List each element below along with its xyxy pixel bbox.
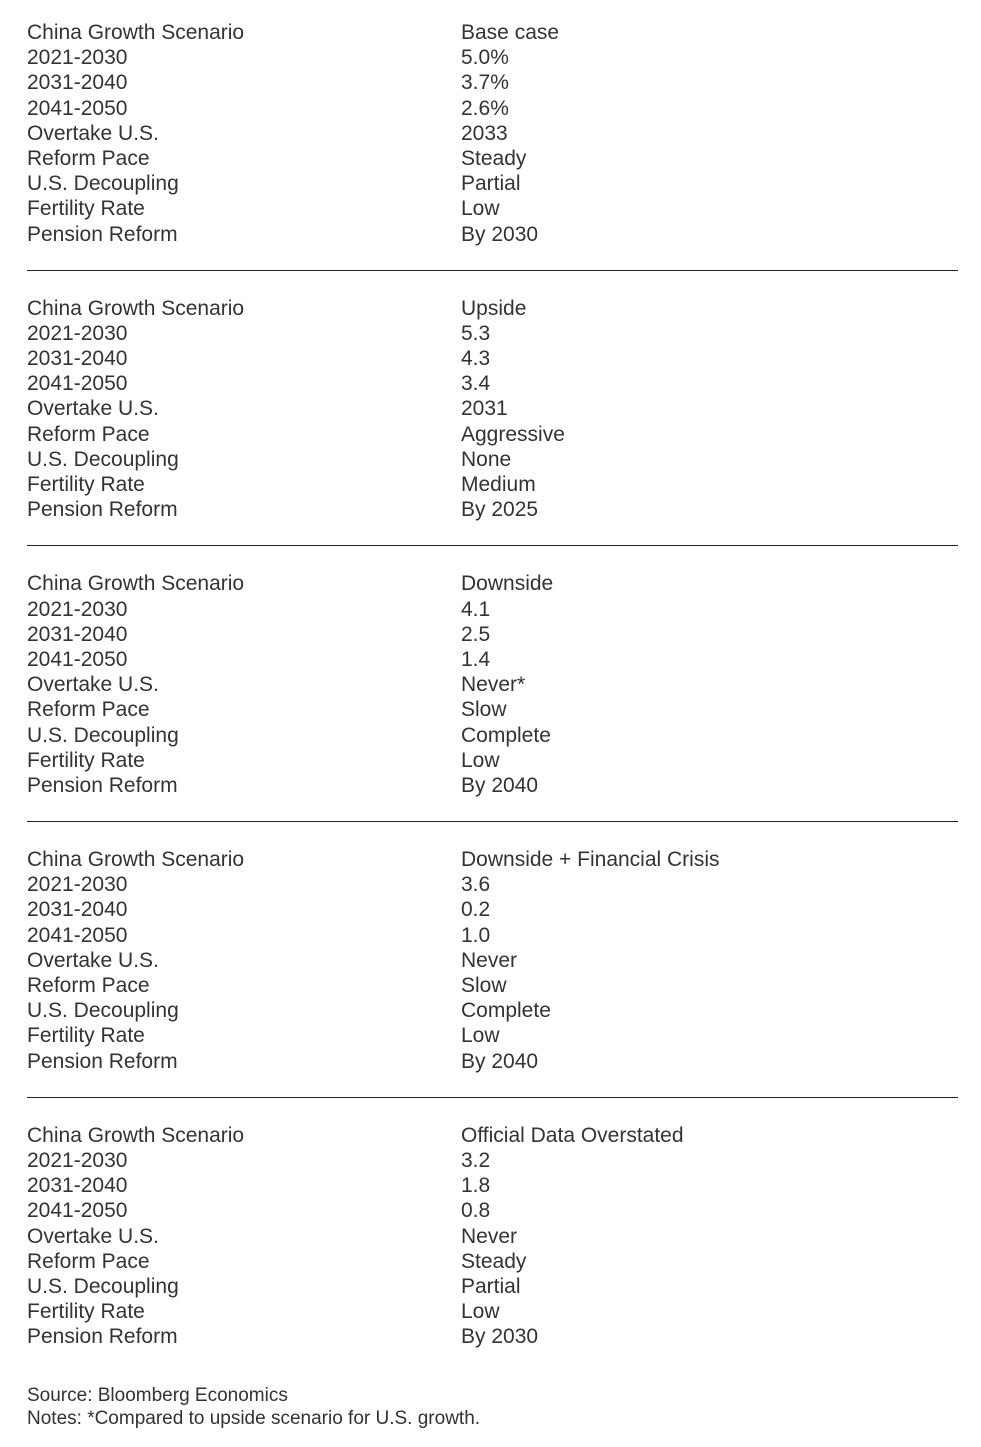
row-value: Downside <box>461 572 554 596</box>
scenario-header-row <box>27 20 958 45</box>
row-label: U.S. Decoupling <box>27 1274 179 1298</box>
scenario-row <box>27 597 958 622</box>
scenario-block <box>27 1098 958 1350</box>
footer <box>27 1384 958 1430</box>
scenario-header-row <box>27 571 958 596</box>
scenario-row <box>27 1198 958 1223</box>
scenario-header-row <box>27 847 958 872</box>
row-label: Reform Pace <box>27 146 150 170</box>
row-value: 3.7% <box>461 71 509 95</box>
scenario-row <box>27 346 958 371</box>
row-value: 3.4 <box>461 372 491 396</box>
row-label: Overtake U.S. <box>27 397 159 421</box>
row-value: 3.6 <box>461 873 491 897</box>
row-value: Low <box>461 1024 500 1048</box>
row-label: 2031-2040 <box>27 71 128 95</box>
row-label: 2041-2050 <box>27 647 128 671</box>
row-value: Never* <box>461 673 526 697</box>
scenario-row <box>27 121 958 146</box>
scenario-row <box>27 422 958 447</box>
scenario-row <box>27 146 958 171</box>
row-value: Partial <box>461 172 521 196</box>
row-value: 3.2 <box>461 1148 491 1172</box>
scenario-row <box>27 872 958 897</box>
scenario-row <box>27 948 958 973</box>
row-label: Pension Reform <box>27 1049 178 1073</box>
scenario-row <box>27 622 958 647</box>
scenario-row <box>27 647 958 672</box>
source-note: Source: Bloomberg Economics <box>27 1385 288 1406</box>
row-value: Medium <box>461 473 536 496</box>
scenario-row <box>27 196 958 221</box>
row-label: China Growth Scenario <box>27 21 245 44</box>
row-label: 2021-2030 <box>27 1148 128 1172</box>
scenario-row <box>27 1249 958 1274</box>
row-label: 2031-2040 <box>27 898 128 922</box>
scenario-row <box>27 497 958 522</box>
scenario-row <box>27 897 958 922</box>
scenario-row <box>27 472 958 497</box>
row-value: Upside <box>461 296 527 320</box>
row-label: Reform Pace <box>27 698 150 722</box>
scenario-header-row <box>27 296 958 321</box>
scenario-block <box>27 546 958 822</box>
scenario-row <box>27 697 958 722</box>
row-label: Fertility Rate <box>27 1024 145 1048</box>
row-value: 2.5 <box>461 622 491 646</box>
row-label: China Growth Scenario <box>27 1123 245 1147</box>
row-label: Fertility Rate <box>27 197 145 221</box>
scenario-row <box>27 321 958 346</box>
row-value: By 2025 <box>461 498 539 522</box>
row-value: Low <box>461 1300 500 1324</box>
scenario-row <box>27 371 958 396</box>
scenario-row <box>27 1299 958 1324</box>
row-value: 4.1 <box>461 597 491 621</box>
scenario-row <box>27 748 958 773</box>
row-value: 1.0 <box>461 923 491 947</box>
scenario-row <box>27 723 958 748</box>
row-value: 0.8 <box>461 1199 491 1223</box>
row-value: Complete <box>461 723 551 747</box>
scenario-row <box>27 447 958 472</box>
row-label: Overtake U.S. <box>27 673 159 697</box>
row-value: 2.6% <box>461 96 509 120</box>
row-value: Aggressive <box>461 422 565 446</box>
row-label: 2031-2040 <box>27 1174 128 1198</box>
scenario-row <box>27 96 958 121</box>
row-value: Complete <box>461 999 551 1023</box>
row-label: 2021-2030 <box>27 46 128 70</box>
row-label: 2041-2050 <box>27 372 128 396</box>
row-value: 4.3 <box>461 347 491 371</box>
row-label: U.S. Decoupling <box>27 447 179 471</box>
row-value: Downside + Financial Crisis <box>461 848 720 872</box>
scenario-document <box>27 20 958 1349</box>
row-label: Reform Pace <box>27 422 150 446</box>
row-label: Pension Reform <box>27 498 178 522</box>
row-label: 2041-2050 <box>27 96 128 120</box>
scenario-row <box>27 672 958 697</box>
row-label: Pension Reform <box>27 1325 178 1349</box>
row-value: By 2040 <box>461 773 539 797</box>
row-value: 5.3 <box>461 321 491 345</box>
scenario-block <box>27 822 958 1098</box>
row-label: Fertility Rate <box>27 748 145 772</box>
scenario-row <box>27 1148 958 1173</box>
scenario-row <box>27 45 958 70</box>
row-value: Official Data Overstated <box>461 1123 684 1147</box>
row-value: None <box>461 447 512 471</box>
row-value: 0.2 <box>461 898 491 922</box>
scenario-row <box>27 1023 958 1048</box>
row-label: China Growth Scenario <box>27 296 245 320</box>
scenario-row <box>27 1173 958 1198</box>
row-value: By 2040 <box>461 1049 539 1073</box>
row-label: 2021-2030 <box>27 597 128 621</box>
row-value: Base case <box>461 21 560 44</box>
row-label: 2021-2030 <box>27 321 128 345</box>
footnote: Notes: *Compared to upside scenario for U.S. growth. <box>27 1408 481 1429</box>
scenario-row <box>27 70 958 95</box>
row-label: U.S. Decoupling <box>27 172 179 196</box>
row-value: Steady <box>461 1249 527 1273</box>
scenario-row <box>27 1324 958 1349</box>
row-label: U.S. Decoupling <box>27 723 179 747</box>
row-label: Pension Reform <box>27 773 178 797</box>
scenario-header-row <box>27 1123 958 1148</box>
row-label: Fertility Rate <box>27 473 145 496</box>
row-value: 2031 <box>461 397 508 421</box>
row-label: China Growth Scenario <box>27 848 245 872</box>
row-label: 2031-2040 <box>27 622 128 646</box>
scenario-row <box>27 396 958 421</box>
row-label: 2031-2040 <box>27 347 128 371</box>
row-value: 5.0% <box>461 46 509 70</box>
scenario-row <box>27 222 958 247</box>
scenario-row <box>27 1224 958 1249</box>
row-value: Never <box>461 1224 518 1248</box>
scenario-row <box>27 923 958 948</box>
row-value: 1.4 <box>461 647 491 671</box>
scenario-row <box>27 171 958 196</box>
row-label: 2021-2030 <box>27 873 128 897</box>
row-label: China Growth Scenario <box>27 572 245 596</box>
row-value: Partial <box>461 1274 521 1298</box>
scenario-row <box>27 1274 958 1299</box>
row-value: By 2030 <box>461 222 539 246</box>
scenario-row <box>27 1049 958 1074</box>
row-value: Slow <box>461 698 507 722</box>
row-label: Pension Reform <box>27 222 178 246</box>
row-value: Steady <box>461 146 527 170</box>
row-value: Slow <box>461 974 507 997</box>
scenario-block <box>27 271 958 547</box>
row-label: Reform Pace <box>27 1249 150 1273</box>
row-label: Overtake U.S. <box>27 1224 159 1248</box>
row-label: Overtake U.S. <box>27 121 159 145</box>
row-label: Overtake U.S. <box>27 948 159 972</box>
row-value: By 2030 <box>461 1325 539 1349</box>
row-value: Low <box>461 197 500 221</box>
scenario-row <box>27 773 958 798</box>
scenario-row <box>27 973 958 998</box>
row-label: U.S. Decoupling <box>27 999 179 1023</box>
row-label: 2041-2050 <box>27 1199 128 1223</box>
row-value: Low <box>461 748 500 772</box>
row-value: 1.8 <box>461 1174 491 1198</box>
row-value: Never <box>461 948 518 972</box>
row-label: Reform Pace <box>27 974 150 997</box>
scenario-block <box>27 20 958 271</box>
row-value: 2033 <box>461 121 508 145</box>
scenario-row <box>27 998 958 1023</box>
row-label: Fertility Rate <box>27 1300 145 1324</box>
row-label: 2041-2050 <box>27 923 128 947</box>
